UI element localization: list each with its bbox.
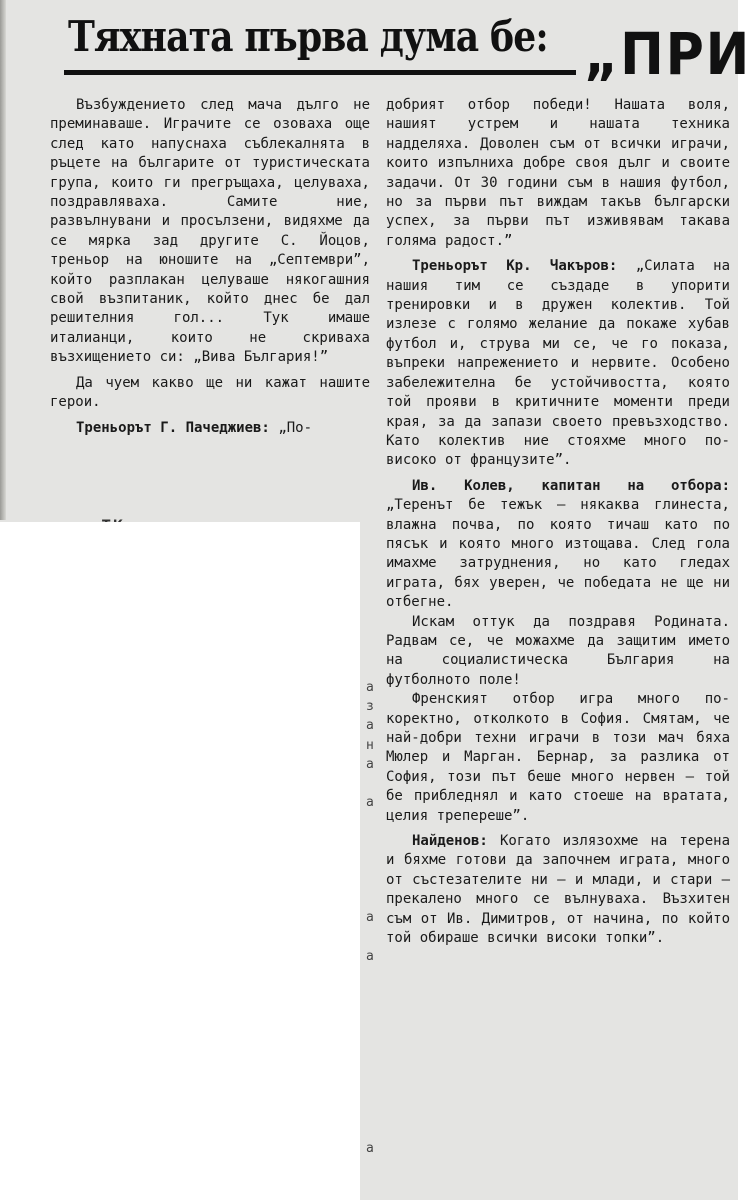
margin-fragment: а: [366, 756, 374, 772]
margin-fragment: [366, 1062, 382, 1081]
headline-main: Тяхната първа дума бе:: [68, 12, 548, 61]
margin-fragment: а: [366, 718, 374, 734]
speaker-pachedzhiev: Треньорът Г. Пачеджиев:: [76, 419, 270, 436]
margin-fragment: [366, 832, 382, 851]
cut-off-line: [20, 506, 360, 522]
margin-fragment: [366, 1023, 382, 1042]
right-paragraph-4: Искам оттук да поздравя Родината. Радвам се, че можахме да защитим името на социалистическа България на футболното поле!: [386, 613, 730, 688]
margin-fragments: [366, 678, 382, 1196]
right-paragraph-6: [386, 832, 730, 948]
margin-fragment: [366, 1043, 382, 1062]
page-edge: [0, 0, 6, 520]
margin-fragment: [366, 1158, 382, 1177]
margin-fragment: [366, 1100, 382, 1119]
quote-chakarov: „Силата на нашия тим се създаде в упорити тренировки и в дружен колектив. Той излезе с голямо желание да покаже хубав футбол и, струва ми се, че го показа, въпреки напрежението и нервите. Особено забележителна бе устойчивостта, която той прояви в критичните моменти преди края, за да запази своето превъзходство. Като колектив ние стояхме много по-високо от французите”.: [386, 258, 730, 469]
cut-out-blank-area: [0, 522, 360, 1200]
margin-fragment: а: [366, 948, 374, 964]
margin-fragment: [366, 1081, 382, 1100]
margin-fragment: [366, 870, 382, 889]
margin-fragment: а: [366, 795, 374, 811]
speaker-chakarov: Треньорът Кр. Чакъров:: [412, 258, 618, 275]
margin-fragment: а: [366, 680, 374, 695]
quote-kolev: „Теренът бе тежък — някаква глинеста, влажна почва, по която тичаш като по пясък и която много изтощава. След гола имахме затруднения, но като гледах играта, бях уверен, че победата не ще ни отбегне.: [386, 497, 730, 611]
speaker-naydenov: Найденов:: [412, 833, 488, 850]
margin-fragment: [366, 1004, 382, 1023]
headline-rule: [64, 70, 576, 75]
margin-fragment: [366, 851, 382, 870]
right-paragraph-1: добрият отбор победи! Нашата воля, нашият устрем и нашата техника надделяха. Доволен съм от всички играчи, които изпълниха добре своя дълг и своите задачи. От 30 години съм в нашия футбол, но за първи път виждам такъв български успех, за първи път изживявам такава голяма радост.”: [386, 97, 730, 249]
left-column: [50, 96, 370, 438]
margin-fragment: [366, 1177, 382, 1196]
margin-fragment: [366, 966, 382, 985]
margin-fragment: [366, 985, 382, 1004]
margin-fragment: а: [366, 1140, 374, 1156]
margin-fragment: [366, 774, 382, 793]
margin-fragment: [366, 1119, 382, 1138]
quote-naydenov: Когато излязохме на терена и бяхме готови да започнем играта, много от състезателите ни — и млади, и стари — прекалено много се вълнуваха. Възхитен съм от Ив. Димитров, от начина, по който той обираше всички високи топки”.: [386, 833, 730, 947]
margin-fragment: з: [366, 699, 374, 715]
speaker-kolev: Ив. Колев, капитан на отбора:: [412, 477, 730, 494]
headline: [64, 4, 751, 90]
left-paragraph-2: Да чуем какво ще ни кажат нашите герои.: [50, 374, 370, 411]
right-paragraph-3: [386, 477, 730, 613]
left-paragraph-3: [50, 419, 370, 438]
headline-tail: „ПРИ: [584, 20, 751, 88]
margin-fragment: а: [366, 910, 374, 926]
margin-fragment: н: [366, 737, 374, 753]
right-paragraph-5: Френският отбор игра много по-коректно, отколкото в София. Смятам, че най-добри техни играчи в този мач бяха Мюлер и Марган. Бернар, за разлика от София, този път беше много нервен — той бе прибледнял и като стоеше на вратата, целия трепереше”.: [386, 691, 730, 824]
right-paragraph-2: [386, 257, 730, 470]
margin-fragment: [366, 889, 382, 908]
quote-pachedzhiev-start: „По-: [278, 419, 313, 436]
left-paragraph-1: Възбуждението след мача дълго не преминаваше. Играчите се озоваха още след като напуснаха съблекалнята в ръцете на българите от туристическата група, които ги прегръщаха, целуваха, поздравляваха. Самите ние, развълнувани и просълзени, видяхме да се мярка зад другите С. Йоцов, треньор на юношите на „Септември”, който разплакан целуваше някогашния свой възпитаник, който днес бе дал решителния гол... Тук имаше италианци, които не скриваха възхищението си: „Вива България!”: [50, 97, 370, 366]
right-column: [386, 96, 730, 948]
margin-fragment: [366, 812, 382, 831]
margin-fragment: [366, 927, 382, 946]
